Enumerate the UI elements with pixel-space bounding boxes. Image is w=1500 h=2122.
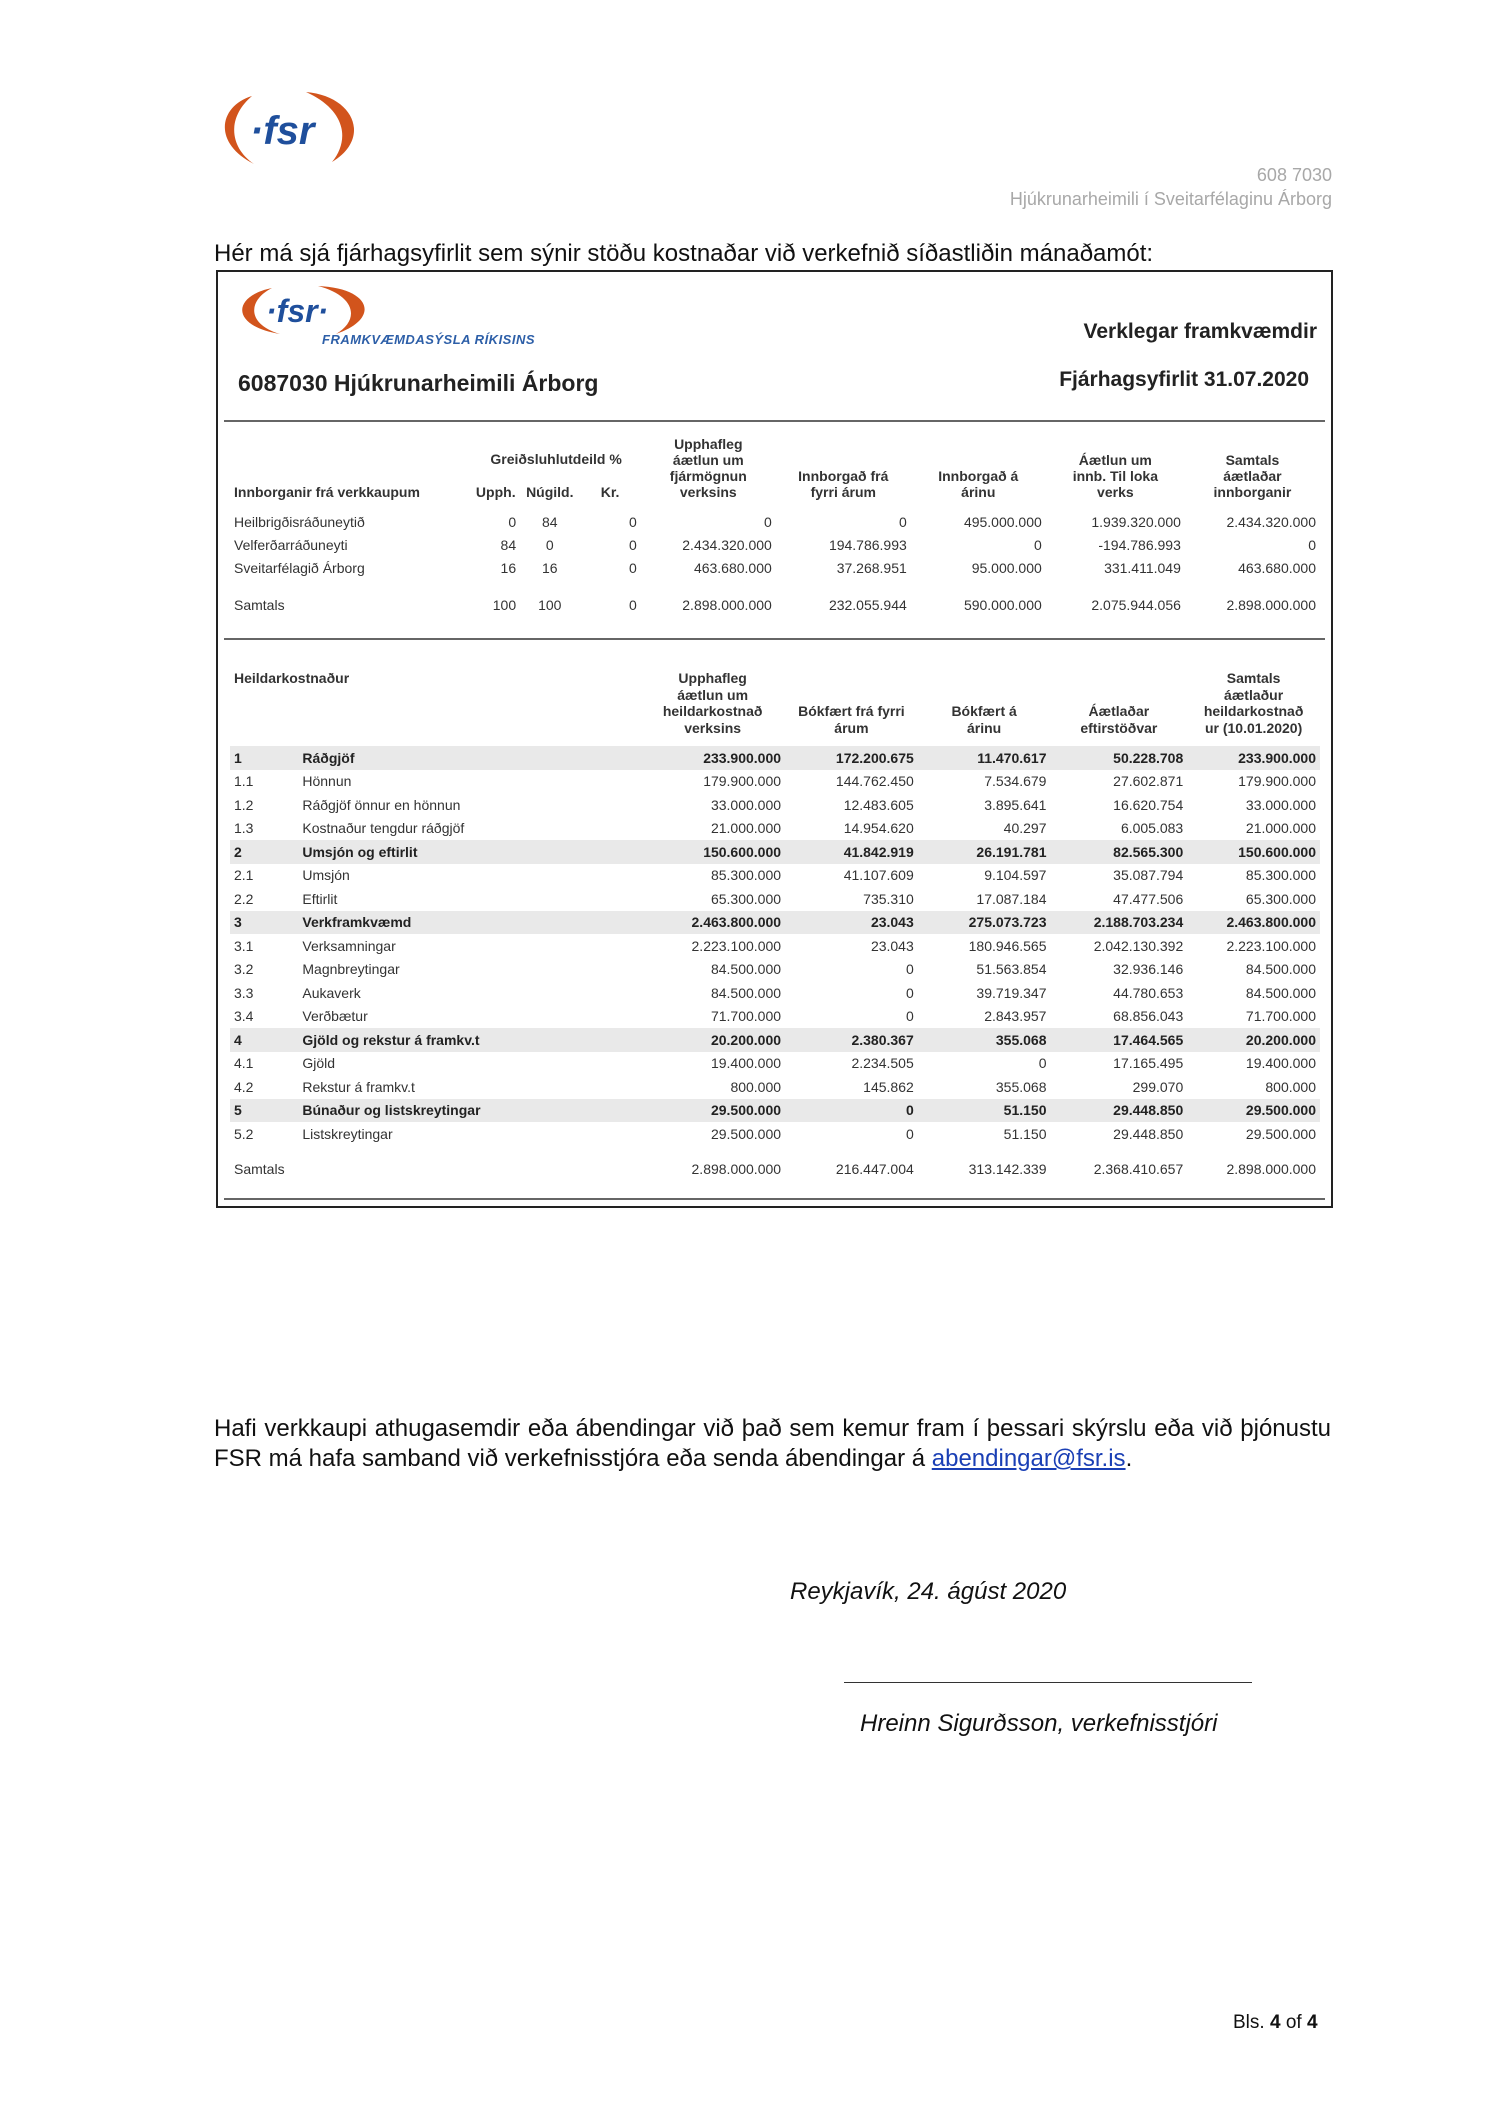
table-row	[230, 958, 1320, 982]
table-row: Velferðarráðuneyti 84 0 0 2.434.320.000 194.786.993 0 -194.786.993 0	[234, 536, 1316, 553]
group-row	[230, 1028, 1320, 1052]
row-code: 3.3	[234, 984, 254, 1001]
table-row	[230, 1075, 1320, 1099]
cell-original-plan: 150.600.000	[640, 840, 785, 864]
table-row	[230, 1052, 1320, 1076]
row-label: Samtals	[234, 1161, 285, 1178]
cell-remaining: 6.005.083	[1120, 820, 1184, 837]
cell-total-est: 2.898.000.000	[1226, 1161, 1316, 1178]
cell-total-est: 65.300.000	[1245, 890, 1316, 907]
row-label: Búnaður og listskreytingar	[298, 1099, 640, 1123]
svg-text:·fsr·: ·fsr·	[266, 293, 329, 329]
cell-booked-year: 2.843.957	[984, 1008, 1047, 1025]
col-header-upph: Upph.	[475, 484, 516, 500]
cell-original-plan: 800.000	[730, 1078, 782, 1095]
cell-booked-prev: 23.043	[785, 911, 918, 935]
project-name: Hjúkrunarheimili í Sveitarfélaginu Árborg	[1009, 189, 1332, 209]
row-code: 4.2	[234, 1078, 254, 1095]
signer-name: Hreinn Sigurðsson, verkefnisstjóri	[860, 1710, 1218, 1737]
cell-booked-year: 26.191.781	[918, 840, 1051, 864]
cell-booked-year: 355.068	[918, 1028, 1051, 1052]
table-row	[230, 981, 1320, 1005]
cell-original-plan: 2.463.800.000	[640, 911, 785, 935]
document-header	[1010, 163, 1332, 211]
cell-booked-year: 180.946.565	[968, 937, 1047, 954]
cell-booked-year: 39.719.347	[976, 984, 1047, 1001]
table-row	[230, 934, 1320, 958]
row-label: Ráðgjöf önnur en hönnun	[302, 796, 461, 813]
row-label: Ráðgjöf	[298, 746, 640, 770]
col-header-remaining: Áætlaðar eftirstöðvar	[1080, 703, 1158, 736]
cell-total-est: 179.900.000	[1238, 773, 1316, 790]
cell-booked-year: 51.563.854	[976, 961, 1047, 978]
col-header-nugild: Núgild.	[526, 484, 574, 500]
cell-booked-year: 275.073.723	[918, 911, 1051, 935]
cell-remaining: 16.620.754	[1113, 796, 1184, 813]
col-header-plan-to-end: Áætlun um innb. Til loka verks	[1072, 452, 1158, 500]
group-row	[230, 746, 1320, 770]
cell-total-est: 21.000.000	[1245, 820, 1316, 837]
cell-original-plan: 20.200.000	[640, 1028, 785, 1052]
col-header-total-est: Samtals áætlaður heildarkostnað ur (10.01.2020)	[1203, 670, 1304, 736]
row-code: 1.2	[234, 796, 254, 813]
table-row	[230, 864, 1320, 888]
row-label: Verksamningar	[302, 937, 396, 954]
cell-remaining: 29.448.850	[1113, 1125, 1184, 1142]
cell-original-plan: 179.900.000	[703, 773, 782, 790]
cell-remaining: 82.565.300	[1050, 840, 1187, 864]
feedback-email-link[interactable]: abendingar@fsr.is	[931, 1445, 1126, 1472]
cell-booked-prev: 12.483.605	[843, 796, 914, 813]
row-code: 3.2	[234, 961, 254, 978]
cell-booked-prev: 0	[905, 1125, 914, 1142]
divider	[224, 420, 1325, 422]
cell-booked-year: 313.142.339	[968, 1161, 1047, 1178]
row-label: Eftirlit	[302, 890, 338, 907]
intro-text: Hér má sjá fjárhagsyfirlit sem sýnir stöðu kostnaðar við verkefnið síðastliðin mánaðamót:	[214, 240, 1154, 267]
row-code: 3.4	[234, 1008, 254, 1025]
row-code: 1.1	[234, 773, 254, 790]
costs-table	[230, 670, 1320, 1181]
row-label: Gjöld	[302, 1055, 336, 1072]
row-code: 5.2	[234, 1125, 254, 1142]
cell-remaining: 2.188.703.234	[1050, 911, 1187, 935]
table-row	[230, 1005, 1320, 1029]
cell-booked-year: 51.150	[1003, 1125, 1047, 1142]
cell-booked-year: 0	[1038, 1055, 1047, 1072]
table-row	[230, 1122, 1320, 1146]
group-row	[230, 1099, 1320, 1123]
svg-text:·fsr: ·fsr	[250, 109, 315, 153]
row-label: Verðbætur	[302, 1008, 368, 1025]
col-header-label: Innborganir frá verkkaupum	[234, 484, 420, 500]
cell-original-plan: 19.400.000	[710, 1055, 782, 1072]
col-header-kr: Kr.	[600, 484, 620, 500]
cell-booked-year: 17.087.184	[976, 890, 1047, 907]
table-row	[230, 770, 1320, 794]
row-label: Rekstur á framkv.t	[302, 1078, 415, 1095]
cell-remaining: 47.477.506	[1113, 890, 1184, 907]
cell-booked-prev: 0	[905, 1008, 914, 1025]
page-number: Bls. 4 of 4	[1233, 2012, 1318, 2033]
col-header-label: Heildarkostnaður	[234, 670, 350, 686]
cell-remaining: 68.856.043	[1113, 1008, 1184, 1025]
row-code: 1.3	[234, 820, 254, 837]
cell-total-est: 800.000	[1265, 1078, 1316, 1095]
cell-total-est: 2.463.800.000	[1187, 911, 1320, 935]
cell-remaining: 2.368.410.657	[1093, 1161, 1184, 1178]
cell-original-plan: 65.300.000	[710, 890, 782, 907]
cell-total-est: 2.223.100.000	[1226, 937, 1316, 954]
project-number: 608 7030	[1256, 165, 1332, 185]
cell-total-est: 150.600.000	[1187, 840, 1320, 864]
cell-total-est: 84.500.000	[1245, 984, 1316, 1001]
divider	[224, 1198, 1325, 1200]
cell-booked-year: 11.470.617	[918, 746, 1051, 770]
table-row	[230, 817, 1320, 841]
cell-booked-prev: 2.234.505	[851, 1055, 914, 1072]
cell-original-plan: 2.223.100.000	[691, 937, 782, 954]
cell-booked-year: 51.150	[918, 1099, 1051, 1123]
row-code: 1	[230, 746, 298, 770]
cell-booked-prev: 735.310	[863, 890, 914, 907]
cell-original-plan: 84.500.000	[710, 961, 782, 978]
cell-booked-prev: 0	[905, 984, 914, 1001]
cell-original-plan: 29.500.000	[640, 1099, 785, 1123]
cell-booked-year: 7.534.679	[984, 773, 1047, 790]
cell-total-est: 71.700.000	[1245, 1008, 1316, 1025]
cell-remaining: 17.464.565	[1050, 1028, 1187, 1052]
row-code: 3.1	[234, 937, 254, 954]
cell-booked-prev: 172.200.675	[785, 746, 918, 770]
cell-booked-prev: 2.380.367	[785, 1028, 918, 1052]
financial-report	[216, 270, 1333, 1208]
cell-total-est: 29.500.000	[1187, 1099, 1320, 1123]
section-title: Verklegar framkvæmdir	[1083, 320, 1317, 343]
cell-booked-prev: 0	[785, 1099, 918, 1123]
cell-remaining: 50.228.708	[1050, 746, 1187, 770]
table-row: Sveitarfélagið Árborg 16 16 0 463.680.000 37.268.951 95.000.000 331.411.049 463.680.000	[234, 559, 1316, 576]
cell-booked-prev: 23.043	[870, 937, 914, 954]
row-label: Hönnun	[302, 773, 352, 790]
col-header-booked-year: Bókfært á árinu	[951, 703, 1017, 736]
cell-booked-year: 3.895.641	[984, 796, 1047, 813]
cell-remaining: 299.070	[1132, 1078, 1184, 1095]
cell-remaining: 35.087.794	[1113, 867, 1184, 884]
col-header-paid-prev: Innborgað frá fyrri árum	[798, 468, 889, 500]
closing-paragraph: Hafi verkkaupi athugasemdir eða ábendingar við það sem kemur fram í þessari skýrslu eða við þjónustu FSR má hafa samband við verkefnisstjóra eða senda ábendingar á abendingar@fsr.is.	[214, 1415, 1331, 1472]
cell-total-est: 29.500.000	[1245, 1125, 1316, 1142]
row-label: Kostnaður tengdur ráðgjöf	[302, 820, 465, 837]
cell-original-plan: 233.900.000	[640, 746, 785, 770]
cell-remaining: 32.936.146	[1113, 961, 1184, 978]
row-code: 2.2	[234, 890, 254, 907]
table-row	[230, 793, 1320, 817]
row-code: 3	[230, 911, 298, 935]
cell-original-plan: 85.300.000	[710, 867, 782, 884]
table-row	[230, 887, 1320, 911]
cell-total-est: 85.300.000	[1245, 867, 1316, 884]
place-date: Reykjavík, 24. ágúst 2020	[790, 1578, 1067, 1605]
row-label: Listskreytingar	[302, 1125, 393, 1142]
row-label: Umsjón og eftirlit	[298, 840, 640, 864]
row-label: Magnbreytingar	[302, 961, 400, 978]
cell-total-est: 84.500.000	[1245, 961, 1316, 978]
cell-booked-prev: 14.954.620	[843, 820, 914, 837]
cell-booked-prev: 41.107.609	[843, 867, 914, 884]
group-row	[230, 911, 1320, 935]
row-code: 2	[230, 840, 298, 864]
cell-total-est: 233.900.000	[1187, 746, 1320, 770]
total-row	[230, 1158, 1320, 1182]
overview-title: Fjárhagsyfirlit 31.07.2020	[1059, 368, 1309, 391]
cell-total-est: 33.000.000	[1245, 796, 1316, 813]
agency-name: FRAMKVÆMDASÝSLA RÍKISINS	[322, 332, 536, 347]
cell-booked-prev: 145.862	[863, 1078, 914, 1095]
col-header-share-group: Greiðsluhlutdeild %	[490, 451, 622, 468]
cell-booked-prev: 41.842.919	[785, 840, 918, 864]
col-header-original-plan: Upphafleg áætlun um fjármögnun verksins	[669, 436, 747, 500]
cell-remaining: 44.780.653	[1113, 984, 1184, 1001]
cell-remaining: 27.602.871	[1113, 773, 1184, 790]
col-header-paid-year: Innborgað á árinu	[938, 468, 1019, 500]
cell-original-plan: 21.000.000	[710, 820, 782, 837]
table-row: Heilbrigðisráðuneytið 0 84 0 0 0 495.000.000 1.939.320.000 2.434.320.000	[234, 513, 1316, 530]
cell-remaining: 2.042.130.392	[1093, 937, 1184, 954]
cell-booked-prev: 144.762.450	[835, 773, 914, 790]
payments-table	[230, 436, 1320, 616]
group-row	[230, 840, 1320, 864]
cell-original-plan: 71.700.000	[710, 1008, 782, 1025]
row-label: Gjöld og rekstur á framkv.t	[298, 1028, 640, 1052]
cell-original-plan: 29.500.000	[710, 1125, 782, 1142]
cell-remaining: 17.165.495	[1113, 1055, 1184, 1072]
row-code: 4.1	[234, 1055, 254, 1072]
row-label: Verkframkvæmd	[298, 911, 640, 935]
cell-booked-prev: 0	[905, 961, 914, 978]
project-title: 6087030 Hjúkrunarheimili Árborg	[238, 370, 599, 396]
col-header-booked-prev: Bókfært frá fyrri árum	[798, 703, 905, 736]
cell-total-est: 19.400.000	[1245, 1055, 1316, 1072]
row-code: 4	[230, 1028, 298, 1052]
divider	[224, 638, 1325, 640]
col-header-original-plan: Upphafleg áætlun um heildarkostnað verksins	[662, 670, 763, 736]
cell-remaining: 29.448.850	[1050, 1099, 1187, 1123]
cell-booked-year: 9.104.597	[984, 867, 1047, 884]
cell-original-plan: 33.000.000	[710, 796, 782, 813]
cell-original-plan: 2.898.000.000	[691, 1161, 782, 1178]
col-header-total-planned: Samtals áætlaðar innborganir	[1213, 452, 1292, 500]
cell-total-est: 20.200.000	[1187, 1028, 1320, 1052]
cell-booked-year: 355.068	[995, 1078, 1047, 1095]
row-code: 5	[230, 1099, 298, 1123]
cell-booked-year: 40.297	[1003, 820, 1047, 837]
cell-original-plan: 84.500.000	[710, 984, 782, 1001]
row-label: Aukaverk	[302, 984, 361, 1001]
signature-line	[844, 1682, 1252, 1683]
row-code: 2.1	[234, 867, 254, 884]
cell-booked-prev: 216.447.004	[835, 1161, 914, 1178]
total-row: Samtals 100 100 0 2.898.000.000 232.055.944 590.000.000 2.075.944.056 2.898.000.000	[234, 596, 1316, 613]
fsr-logo	[214, 88, 364, 172]
row-label: Umsjón	[302, 867, 350, 884]
